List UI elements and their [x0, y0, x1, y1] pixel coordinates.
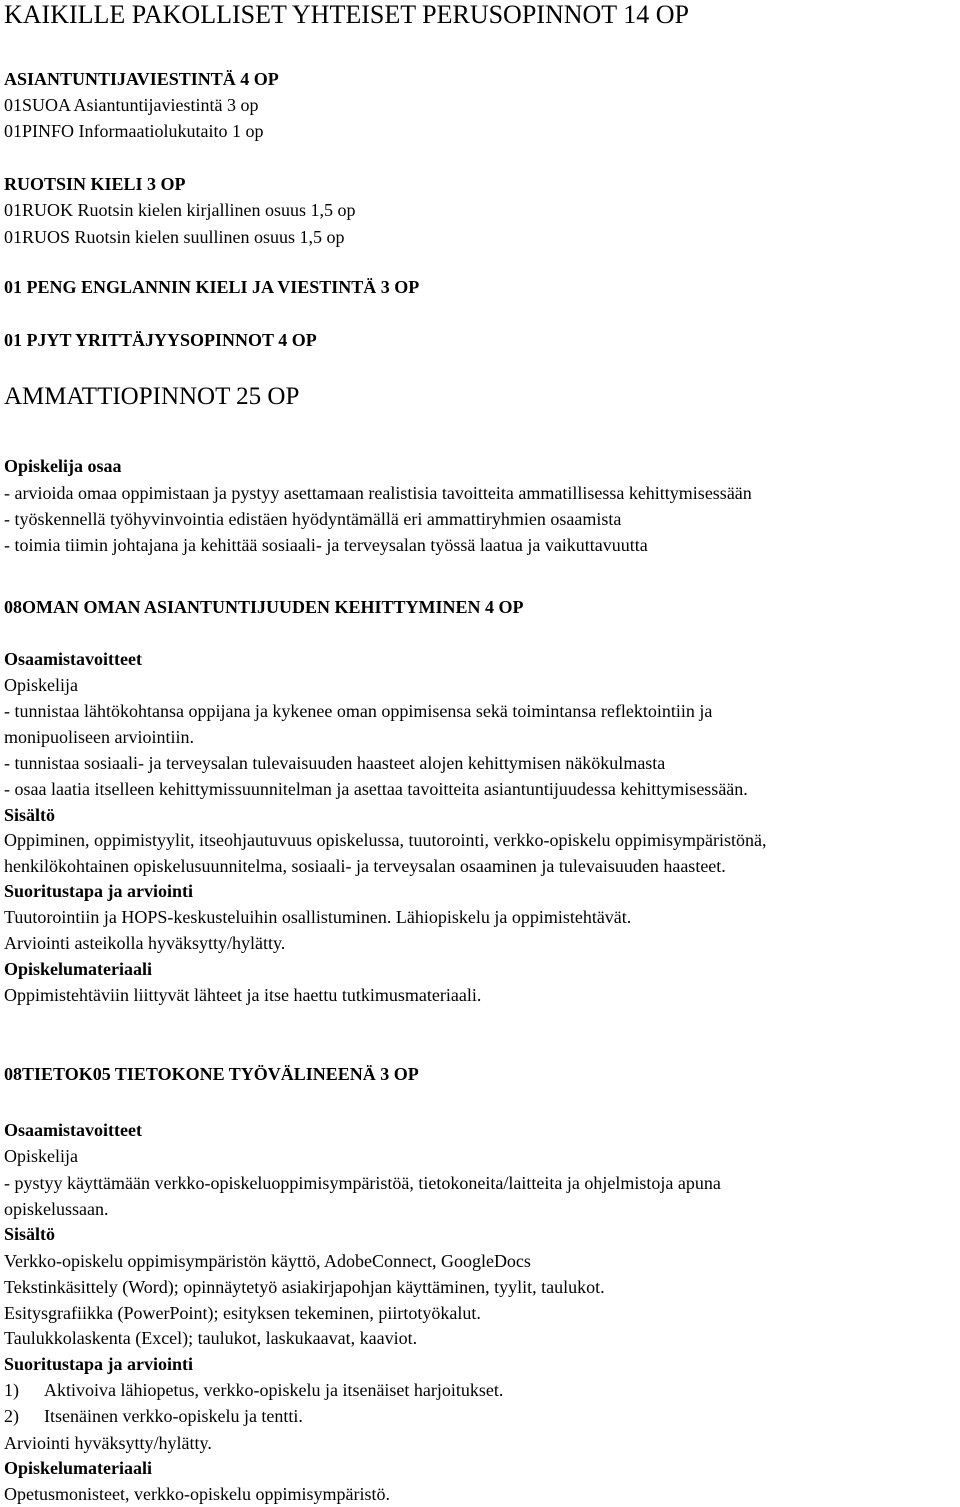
subheading-opiskelumateriaali: Opiskelumateriaali	[4, 959, 152, 979]
item-number: 2)	[4, 1406, 19, 1426]
course-item: 01SUOA Asiantuntijaviestintä 3 op	[4, 95, 259, 115]
paragraph-line: Taulukkolaskenta (Excel); taulukot, laskukaavat, kaaviot.	[4, 1328, 418, 1348]
course-item: 01RUOS Ruotsin kielen suullinen osuus 1,5 op	[4, 227, 345, 247]
page-title: KAIKILLE PAKOLLISET YHTEISET PERUSOPINNOT 14 OP	[4, 0, 689, 29]
paragraph-line: Oppimistehtäviin liittyvät lähteet ja itse haettu tutkimusmateriaali.	[4, 985, 482, 1005]
paragraph-line: Oppiminen, oppimistyylit, itseohjautuvuus opiskelussa, tuutorointi, verkko-opiskelu oppimisympäristönä,	[4, 830, 767, 850]
subheading-suoritustapa: Suoritustapa ja arviointi	[4, 881, 194, 901]
label-opiskelija: Opiskelija	[4, 675, 78, 695]
paragraph-line: Arviointi asteikolla hyväksytty/hylätty.	[4, 933, 286, 953]
section-heading-ammattiopinnot: AMMATTIOPINNOT 25 OP	[4, 383, 300, 410]
course-item: 01PINFO Informaatiolukutaito 1 op	[4, 121, 264, 141]
section-heading-oman: 08OMAN OMAN ASIANTUNTIJUUDEN KEHITTYMINEN 4 OP	[4, 597, 524, 617]
subheading-suoritustapa: Suoritustapa ja arviointi	[4, 1354, 194, 1374]
list-item: - tunnistaa lähtökohtansa oppijana ja kykenee oman oppimisensa sekä toimintansa reflektointiin ja	[4, 701, 713, 721]
section-heading-tietokone: 08TIETOK05 TIETOKONE TYÖVÄLINEENÄ 3 OP	[4, 1064, 419, 1084]
list-item: - pystyy käyttämään verkko-opiskeluoppimisympäristöä, tietokoneita/laitteita ja ohjelmistoja apuna	[4, 1173, 721, 1193]
list-item: - tunnistaa sosiaali- ja terveysalan tulevaisuuden haasteet alojen kehittymisen näkökulmasta	[4, 753, 666, 773]
subheading-sisalto: Sisältö	[4, 1224, 56, 1244]
list-item: - arvioida omaa oppimistaan ja pystyy asettamaan realistisia tavoitteita ammatillisessa kehittymisessään	[4, 483, 752, 503]
subheading-opiskelumateriaali: Opiskelumateriaali	[4, 1458, 152, 1478]
section-heading-ruotsi: RUOTSIN KIELI 3 OP	[4, 174, 186, 194]
numbered-item	[4, 1407, 303, 1425]
section-heading-asiantuntijaviestinta: ASIANTUNTIJAVIESTINTÄ 4 OP	[4, 69, 279, 89]
subheading-opiskelija-osaa: Opiskelija osaa	[4, 456, 122, 476]
paragraph-line: Opetusmonisteet, verkko-opiskelu oppimisympäristö.	[4, 1484, 390, 1504]
item-text: Itsenäinen verkko-opiskelu ja tentti.	[44, 1406, 303, 1426]
course-item: 01RUOK Ruotsin kielen kirjallinen osuus 1,5 op	[4, 200, 356, 220]
list-item: - toimia tiimin johtajana ja kehittää sosiaali- ja terveysalan työssä laatua ja vaikuttavuutta	[4, 535, 648, 555]
paragraph-line: Tekstinkäsittely (Word); opinnäytetyö asiakirjapohjan käyttäminen, tyylit, taulukot.	[4, 1277, 605, 1297]
list-item: monipuoliseen arviointiin.	[4, 727, 194, 747]
list-item: - osaa laatia itselleen kehittymissuunnitelman ja asettaa tavoitteita asiantuntijuudessa kehittymisessään.	[4, 779, 748, 799]
subheading-osaamistavoitteet: Osaamistavoitteet	[4, 1120, 142, 1140]
subheading-osaamistavoitteet: Osaamistavoitteet	[4, 649, 142, 669]
section-heading-englanti: 01 PENG ENGLANNIN KIELI JA VIESTINTÄ 3 OP	[4, 277, 420, 297]
label-opiskelija: Opiskelija	[4, 1146, 78, 1166]
section-heading-yrittajyys: 01 PJYT YRITTÄJYYSOPINNOT 4 OP	[4, 330, 317, 350]
paragraph-line: Tuutorointiin ja HOPS-keskusteluihin osallistuminen. Lähiopiskelu ja oppimistehtävät.	[4, 907, 632, 927]
item-number: 1)	[4, 1380, 19, 1400]
paragraph-line: Arviointi hyväksytty/hylätty.	[4, 1433, 212, 1453]
paragraph-line: Esitysgrafiikka (PowerPoint); esityksen tekeminen, piirtotyökalut.	[4, 1303, 481, 1323]
numbered-item	[4, 1381, 503, 1399]
list-item: opiskelussaan.	[4, 1199, 109, 1219]
paragraph-line: Verkko-opiskelu oppimisympäristön käyttö, AdobeConnect, GoogleDocs	[4, 1251, 531, 1271]
paragraph-line: henkilökohtainen opiskelusuunnitelma, sosiaali- ja terveysalan osaaminen ja tulevaisuuden haasteet.	[4, 856, 726, 876]
item-text: Aktivoiva lähiopetus, verkko-opiskelu ja itsenäiset harjoitukset.	[44, 1380, 504, 1400]
subheading-sisalto: Sisältö	[4, 805, 56, 825]
list-item: - työskennellä työhyvinvointia edistäen hyödyntämällä eri ammattiryhmien osaamista	[4, 509, 622, 529]
